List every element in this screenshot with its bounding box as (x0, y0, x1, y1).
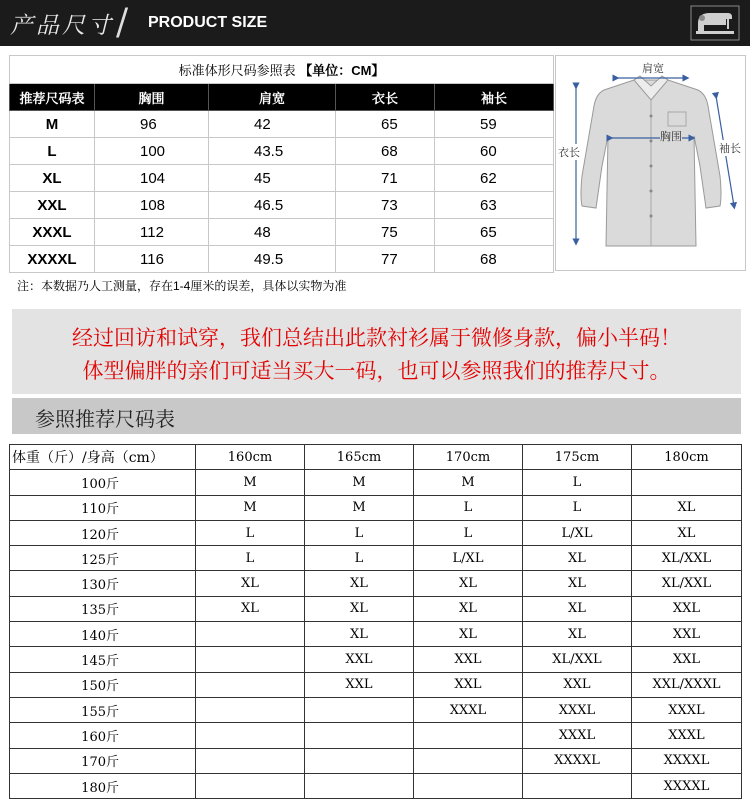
size-chart-row (10, 192, 554, 219)
recommended-size-cell: XL (305, 571, 414, 596)
label-chest: 胸围 (660, 130, 682, 143)
recommended-size-cell: M (305, 495, 414, 520)
recommended-size-cell: XL/XXL (523, 647, 632, 672)
weight-label: 140斤 (10, 622, 196, 647)
height-header: 180cm (632, 445, 742, 470)
weight-label: 150斤 (10, 672, 196, 697)
recommended-size-cell: XL (196, 571, 305, 596)
size-chart-unit: 【单位：CM】 (299, 63, 385, 78)
measurement-cell: 71 (336, 165, 435, 192)
size-chart-row (10, 246, 554, 273)
header-divider: / (116, 2, 129, 43)
recommended-size-cell: XXXXL (523, 748, 632, 773)
measurement-cell: 65 (336, 111, 435, 138)
weight-label: 160斤 (10, 723, 196, 748)
size-label: XXXXL (10, 246, 95, 273)
recommend-row (10, 546, 742, 571)
recommended-size-cell: XXL (523, 672, 632, 697)
measurement-cell: 116 (95, 246, 209, 273)
recommended-size-cell (632, 470, 742, 495)
weight-label: 135斤 (10, 596, 196, 621)
recommended-size-cell (196, 773, 305, 798)
recommended-size-cell: XL/XXL (632, 571, 742, 596)
measurement-cell: 59 (435, 111, 554, 138)
size-label: XXL (10, 192, 95, 219)
recommended-size-cell (523, 773, 632, 798)
recommended-size-cell: XXL (414, 647, 523, 672)
recommended-size-cell (414, 748, 523, 773)
recommended-size-cell: XXXL (523, 697, 632, 722)
recommended-size-cell: XL (414, 596, 523, 621)
measurement-cell: 48 (209, 219, 336, 246)
measurement-cell: 77 (336, 246, 435, 273)
recommended-size-cell: M (305, 470, 414, 495)
recommend-row (10, 571, 742, 596)
recommended-size-cell (196, 647, 305, 672)
weight-label: 120斤 (10, 520, 196, 545)
recommended-size-cell (196, 697, 305, 722)
size-chart-row (10, 111, 554, 138)
recommended-size-cell: L (196, 546, 305, 571)
column-header: 肩宽 (209, 84, 336, 111)
recommended-size-cell: XL (523, 571, 632, 596)
recommended-size-cell: XXL/XXXL (632, 672, 742, 697)
recommend-row (10, 622, 742, 647)
recommended-size-cell (196, 723, 305, 748)
recommend-row (10, 773, 742, 798)
recommended-size-cell: XXL (632, 622, 742, 647)
size-label: M (10, 111, 95, 138)
fit-advice-line-1: 经过回访和试穿，我们总结出此款衬衫属于微修身款，偏小半码！ (72, 326, 681, 350)
measurement-cell: 42 (209, 111, 336, 138)
recommended-size-cell: XXL (414, 672, 523, 697)
recommend-row (10, 520, 742, 545)
recommended-size-cell: XXL (632, 596, 742, 621)
recommended-size-cell: XXXXL (632, 773, 742, 798)
measurement-cell: 73 (336, 192, 435, 219)
recommended-size-cell: L (305, 546, 414, 571)
recommend-row (10, 723, 742, 748)
recommended-size-cell: XXL (305, 672, 414, 697)
recommended-size-cell (305, 723, 414, 748)
recommended-size-cell: L (414, 495, 523, 520)
fit-advice-line-2: 体型偏胖的亲们可适当买大一码，也可以参照我们的推荐尺寸。 (82, 359, 671, 383)
recommended-size-cell: XL (414, 622, 523, 647)
header-bar (0, 0, 750, 46)
recommended-size-cell: XL (632, 520, 742, 545)
recommended-size-cell: XL (523, 546, 632, 571)
recommended-size-cell (305, 748, 414, 773)
fit-advice-banner (12, 309, 741, 394)
measurement-cell: 62 (435, 165, 554, 192)
recommend-row (10, 495, 742, 520)
measurement-cell: 96 (95, 111, 209, 138)
size-chart-title (10, 56, 554, 84)
recommended-size-cell: XXXL (632, 723, 742, 748)
measurement-cell: 65 (435, 219, 554, 246)
size-chart-row (10, 219, 554, 246)
recommended-size-cell: XXXXL (632, 748, 742, 773)
label-shoulder: 肩宽 (642, 62, 664, 75)
recommend-row (10, 596, 742, 621)
recommend-row (10, 672, 742, 697)
column-header: 衣长 (336, 84, 435, 111)
measurement-cell: 68 (435, 246, 554, 273)
recommended-size-cell (414, 773, 523, 798)
recommend-header-row (10, 445, 742, 470)
recommend-row (10, 470, 742, 495)
recommended-size-cell: L/XL (523, 520, 632, 545)
weight-label: 125斤 (10, 546, 196, 571)
label-sleeve: 袖长 (719, 142, 741, 155)
header-title-en: PRODUCT SIZE (148, 14, 268, 31)
recommended-size-cell: XL (414, 571, 523, 596)
size-label: XXXL (10, 219, 95, 246)
recommended-size-cell: XXXL (414, 697, 523, 722)
weight-label: 130斤 (10, 571, 196, 596)
height-header: 170cm (414, 445, 523, 470)
recommended-size-cell: XXXL (523, 723, 632, 748)
recommended-size-cell: XL (196, 596, 305, 621)
measurement-cell: 46.5 (209, 192, 336, 219)
header-title-cn: 产品尺寸 (10, 13, 114, 39)
recommend-row (10, 748, 742, 773)
measurement-cell: 45 (209, 165, 336, 192)
weight-label: 180斤 (10, 773, 196, 798)
recommend-size-table (9, 444, 742, 799)
size-chart-header-row (10, 84, 554, 111)
recommend-row (10, 697, 742, 722)
measurement-cell: 60 (435, 138, 554, 165)
recommended-size-cell (196, 622, 305, 647)
height-header: 165cm (305, 445, 414, 470)
size-chart-table (9, 55, 554, 273)
recommended-size-cell: XL (523, 596, 632, 621)
size-label: XL (10, 165, 95, 192)
recommended-size-cell: XL (523, 622, 632, 647)
weight-label: 145斤 (10, 647, 196, 672)
height-header: 160cm (196, 445, 305, 470)
column-header: 推荐尺码表 (10, 84, 95, 111)
recommended-size-cell: L (414, 520, 523, 545)
weight-height-corner: 体重（斤）/身高（cm） (10, 445, 196, 470)
size-chart-title-text: 标准体形尺码参照表 (178, 63, 296, 78)
size-chart-row (10, 165, 554, 192)
recommended-size-cell: L/XL (414, 546, 523, 571)
recommended-size-cell: L (523, 470, 632, 495)
measurement-cell: 49.5 (209, 246, 336, 273)
weight-label: 155斤 (10, 697, 196, 722)
size-chart-row (10, 138, 554, 165)
recommended-size-cell (414, 723, 523, 748)
sewing-machine-icon (690, 5, 740, 41)
recommended-size-cell: XL (305, 596, 414, 621)
measurement-cell: 68 (336, 138, 435, 165)
recommended-size-cell (305, 697, 414, 722)
recommended-size-cell: M (196, 495, 305, 520)
recommend-row (10, 647, 742, 672)
measurement-cell: 112 (95, 219, 209, 246)
weight-label: 170斤 (10, 748, 196, 773)
shirt-icon (556, 56, 745, 270)
measurement-cell: 100 (95, 138, 209, 165)
recommended-size-cell: M (414, 470, 523, 495)
measurement-cell: 63 (435, 192, 554, 219)
size-label: L (10, 138, 95, 165)
recommended-size-cell: XXL (305, 647, 414, 672)
recommended-size-cell (305, 773, 414, 798)
shirt-measurement-diagram (555, 55, 746, 271)
measurement-cell: 75 (336, 219, 435, 246)
measurement-cell: 43.5 (209, 138, 336, 165)
column-header: 胸围 (95, 84, 209, 111)
recommended-size-cell: XL/XXL (632, 546, 742, 571)
column-header: 袖长 (435, 84, 554, 111)
measurement-note: 注：本数据乃人工测量，存在1-4厘米的误差，具体以实物为准 (17, 279, 347, 293)
recommended-size-cell: M (196, 470, 305, 495)
measurement-cell: 108 (95, 192, 209, 219)
recommended-size-cell: XXXL (632, 697, 742, 722)
recommend-heading: 参照推荐尺码表 (35, 407, 175, 431)
weight-label: 110斤 (10, 495, 196, 520)
height-header: 175cm (523, 445, 632, 470)
recommended-size-cell (196, 748, 305, 773)
label-length: 衣长 (558, 146, 580, 159)
recommended-size-cell (196, 672, 305, 697)
recommended-size-cell: XXL (632, 647, 742, 672)
recommend-heading-bar (12, 398, 741, 434)
weight-label: 100斤 (10, 470, 196, 495)
recommended-size-cell: XL (305, 622, 414, 647)
measurement-cell: 104 (95, 165, 209, 192)
recommended-size-cell: L (196, 520, 305, 545)
recommended-size-cell: L (305, 520, 414, 545)
recommended-size-cell: XL (632, 495, 742, 520)
recommended-size-cell: L (523, 495, 632, 520)
